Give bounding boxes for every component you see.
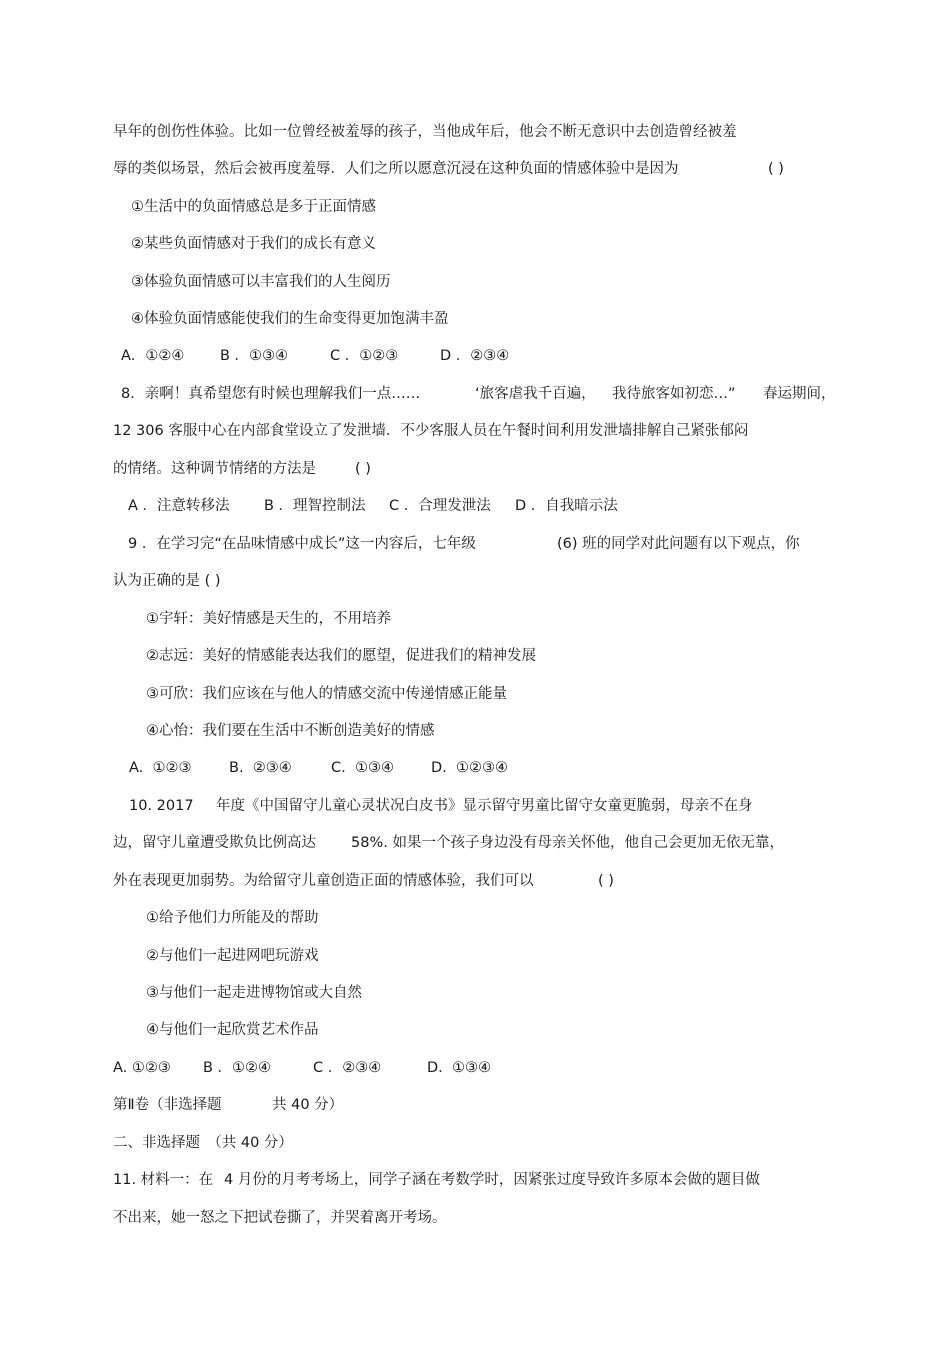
q11-stem-line1a: 11. 材料一：在 [113,1172,214,1188]
q9-option-3: ③可欣：我们应该在与他人的情感交流中传递情感正能量 [146,686,507,702]
q9-choice-c: C. ①③④ [331,760,394,776]
q8-stem-line1a: 8．亲啊！真希望您有时候也理解我们一点…… [121,386,421,402]
q8-stem-line2: 12 306 客服中心在内部食堂设立了发泄墙．不少客服人员在午餐时间利用发泄墙排解自己紧张郁闷 [113,423,749,439]
q10-stem-line2b: 58%. 如果一个孩子身边没有母亲关怀他，他自己会更加无依无靠， [351,835,784,851]
q10-option-2: ②与他们一起进网吧玩游戏 [146,948,319,964]
q8-stem-line1c: 我待旅客如初恋…” [612,386,736,402]
section-heading: 二、非选择题 （共 40 分） [113,1135,293,1151]
q10-choice-b: B ．①②④ [203,1060,272,1076]
q8-stem-line1d: 春运期间， [763,386,836,402]
q10-choice-a: A. ①②③ [113,1060,171,1076]
q10-option-4: ④与他们一起欣赏艺术作品 [146,1022,319,1038]
q10-answer-paren: ( ) [598,873,614,889]
q9-option-2: ②志远：美好的情感能表达我们的愿望，促进我们的精神发展 [146,648,536,664]
q8-choice-c: C ．合理发泄法 [389,498,491,514]
q7-stem-line2: 辱的类似场景，然后会被再度羞辱．人们之所以愿意沉浸在这种负面的情感体验中是因为 [113,161,679,177]
q8-stem-line3: 的情绪。这种调节情绪的方法是 [113,461,316,477]
q10-choice-c: C ．②③④ [313,1060,382,1076]
q7-option-3: ③体验负面情感可以丰富我们的人生阅历 [131,274,391,290]
q10-stem-line1b: 年度《中国留守儿童心灵状况白皮书》显示留守男童比留守女童更脆弱，母亲不在身 [216,798,753,814]
q9-option-1: ①宇轩：美好情感是天生的，不用培养 [146,611,391,627]
q9-stem-line2: 认为正确的是 ( ) [113,573,221,589]
q8-choice-b: B ．理智控制法 [264,498,366,514]
q7-option-4: ④体验负面情感能使我们的生命变得更加饱满丰盈 [131,311,449,327]
q8-answer-paren: ( ) [355,461,371,477]
q7-option-2: ②某些负面情感对于我们的成长有意义 [131,236,376,252]
q7-choice-d: D ．②③④ [440,348,510,364]
q9-option-4: ④心怡：我们要在生活中不断创造美好的情感 [146,723,435,739]
q8-choice-d: D ．自我暗示法 [515,498,618,514]
q9-choice-d: D. ①②③④ [431,760,508,776]
q11-stem-line2: 不出来，她一怒之下把试卷撕了，并哭着离开考场。 [113,1210,447,1226]
q9-stem-line1b: (6) 班的同学对此问题有以下观点，你 [557,536,800,552]
q8-stem-line1b: ‘旅客虐我千百遍， [475,386,596,402]
q9-choice-a: A. ①②③ [129,760,192,776]
q10-option-3: ③与他们一起走进博物馆或大自然 [146,985,362,1001]
q10-stem-line2a: 边，留守儿童遭受欺负比例高达 [113,835,316,851]
q7-option-1: ①生活中的负面情感总是多于正面情感 [131,199,376,215]
q10-choice-d: D. ①③④ [427,1060,491,1076]
q9-stem-line1a: 9 ．在学习完“在品味情感中成长”这一内容后，七年级 [128,536,476,552]
q7-choice-c: C ．①②③ [330,348,399,364]
q7-stem-line1: 早年的创伤性体验。比如一位曾经被羞辱的孩子，当他成年后，他会不断无意识中去创造曾经被羞 [113,124,737,140]
q7-answer-paren: ( ) [768,161,784,177]
q7-choice-b: B ．①③④ [220,348,289,364]
q11-stem-line1b: 4 月份的月考考场上，同学子涵在考数学时，因紧张过度导致许多原本会做的题目做 [224,1172,760,1188]
q9-choice-b: B. ②③④ [229,760,292,776]
q10-option-1: ①给予他们力所能及的帮助 [146,910,319,926]
q8-choice-a: A ．注意转移法 [128,498,230,514]
q10-stem-line1a: 10. 2017 [129,798,194,814]
part2-title-a: 第Ⅱ卷（非选择题 [113,1097,222,1113]
part2-title-b: 共 40 分） [272,1097,344,1113]
q7-choice-a: A．①②④ [121,348,185,364]
q10-stem-line3: 外在表现更加弱势。为给留守儿童创造正面的情感体验，我们可以 [113,873,534,889]
